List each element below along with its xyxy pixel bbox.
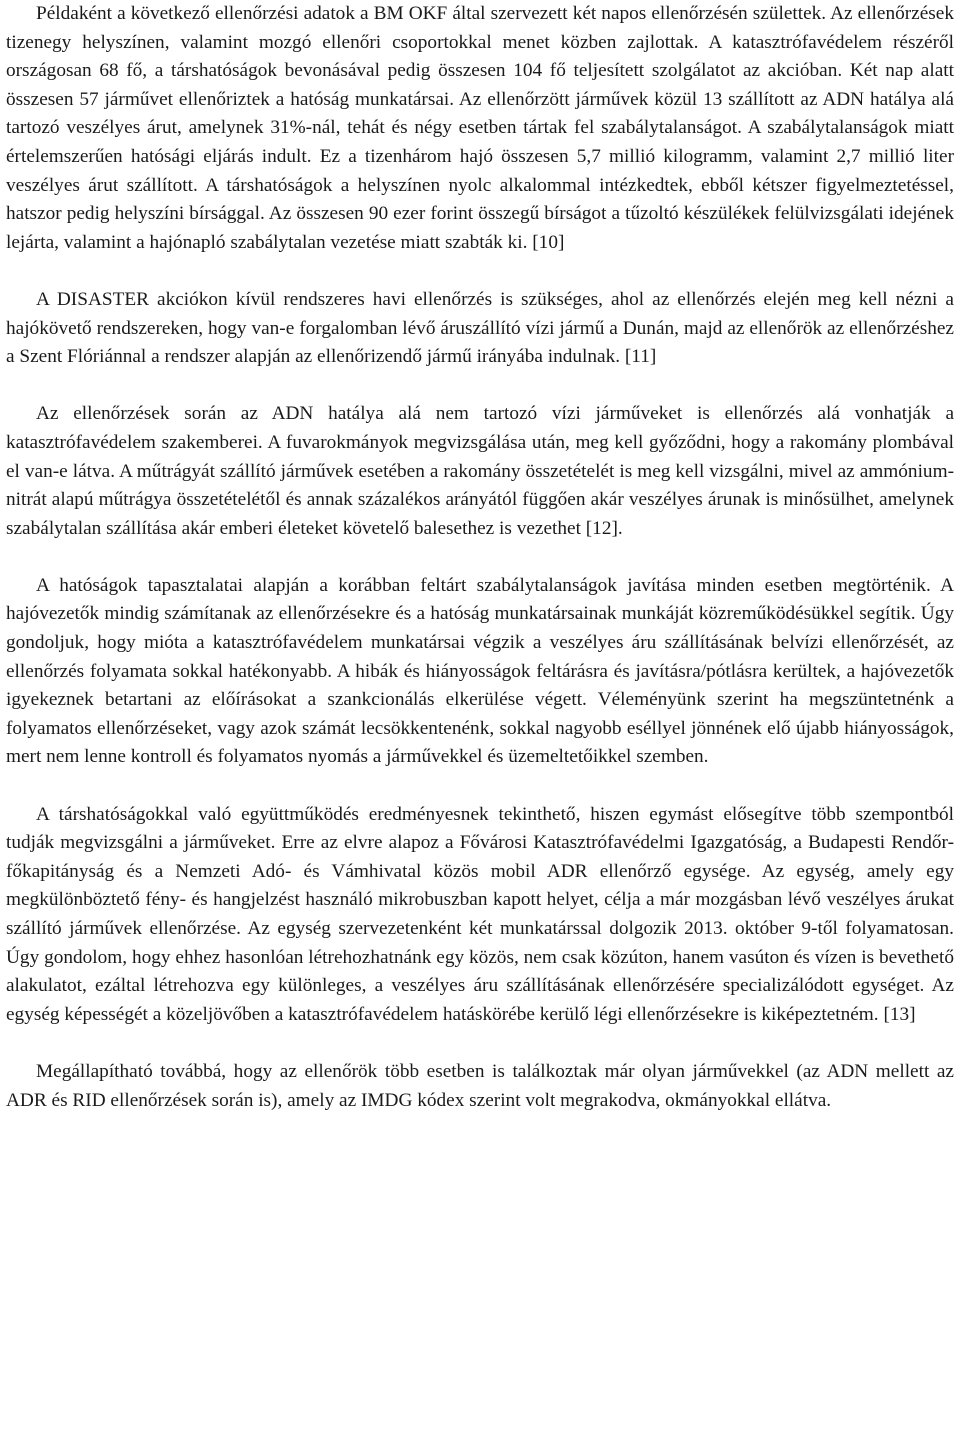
paragraph-authority-experience: A hatóságok tapasztalatai alapján a korábban feltárt szabálytalanságok javítása minden esetben megtörténik. A hajóvezetők mindig számítanak az ellenőrzésekre és a hatóság munkatársainak munkáját közreműködésükkel segítik. Úgy gondoljuk, hogy mióta a katasztrófavédelem munkatársai végzik a veszélyes áru szállításának belvízi ellenőrzését, az ellenőrzés folyamata sokkal hatékonyabb. A hibák és hiányosságok feltárásra és javításra/pótlásra kerültek, a hajóvezetők igyekeznek betartani az előírásokat a szankcionálás elkerülése végett. Véleményünk szerint ha megszüntetnénk a folyamatos ellenőrzéseket, vagy azok számát lecsökkentenénk, sokkal nagyobb eséllyel jönnének elő újabb hiányosságok, mert nem lenne kontroll és folyamatos nyomás a járművekkel és üzemeltetőikkel szemben.: [6, 574, 954, 768]
paragraph-non-adn-vessels: Az ellenőrzések során az ADN hatálya alá nem tartozó vízi járműveket is ellenőrzés alá vonhatják a katasztrófavédelem szakemberei. A fuvarokmányok megvizsgálása után, meg kell győződni, hogy a rakomány plombával el van-e látva. A műtrágyát szállító járművek esetében a rakomány összetételét is meg kell vizsgálni, mivel az ammónium-nitrát alapú műtrágya összetételétől és annak százalékos arányától függően akár veszélyes árunak is minősülhet, amelynek szabálytalan szállítása akár emberi életeket követelő balesethez is vezethet [12].: [6, 403, 954, 539]
document-page: [6, 0, 954, 1115]
paragraph-monthly-inspection: A DISASTER akciókon kívül rendszeres havi ellenőrzés is szükséges, ahol az ellenőrzés elején meg kell nézni a hajókövető rendszereken, hogy van-e forgalomban lévő áruszállító vízi jármű a Dunán, majd az ellenőrök az ellenőrzéshez a Szent Flóriánnal a rendszer alapján az ellenőrizendő jármű irányába indulnak. [11]: [6, 288, 954, 368]
paragraph-adn-inspection-results: Példaként a következő ellenőrzési adatok a BM OKF által szervezett két napos ellenőrzésén születtek. Az ellenőrzések tizenegy helyszínen, valamint mozgó ellenőri csoportokkal menet közben zajlottak. A katasztrófavédelem részéről országosan 68 fő, a társhatóságok bevonásával pedig összesen 104 fő teljesített szolgálatot az akcióban. Két nap alatt összesen 57 járművet ellenőriztek a hatóság munkatársai. Az ellenőrzött járművek közül 13 szállított az ADN hatálya alá tartozó veszélyes árut, amelynek 31%-nál, tehát és négy esetben tártak fel szabálytalanságot. A szabálytalanságok miatt értelemszerűen hatósági eljárás indult. Ez a tizenhárom hajó összesen 5,7 millió kilogramm, valamint 2,7 millió liter veszélyes árut szállított. A társhatóságok a helyszínen nyolc alkalommal intézkedtek, ebből kétszer figyelmeztetéssel, hatszor pedig helyszíni bírsággal. Az összesen 90 ezer forint összegű bírságot a tűzoltó készülékek felülvizsgálati idejének lejárta, valamint a hajónapló szabálytalan vezetése miatt szabták ki. [10]: [6, 3, 954, 253]
paragraph-cooperation: A társhatóságokkal való együttműködés eredményesnek tekinthető, hiszen egymást elősegítve több szempontból tudják megvizsgálni a járműveket. Erre az elvre alapoz a Fővárosi Katasztrófavédelmi Igazgatóság, a Budapesti Rendőr-főkapitányság és a Nemzeti Adó- és Vámhivatal közös mobil ADR ellenőrző egysége. Az egység, amely egy megkülönböztető fény- és hangjelzést használó mikrobuszban kapott helyet, célja a már mozgásban lévő veszélyes árukat szállító járművek ellenőrzése. Az egység szervezetenként két munkatárssal dolgozik 2013. október 9-től folyamatosan. Úgy gondolom, hogy ehhez hasonlóan létrehozhatnánk egy közös, nem csak közúton, hanem vasúton és vízen is bevethető alakulatot, ezáltal létrehozva egy különleges, a veszélyes áru szállításának ellenőrzésére specializálódott egységet. Az egység képességét a közeljövőben a katasztrófavédelem hatáskörébe kerülő légi ellenőrzésekre is kiképeztetném. [13]: [6, 803, 954, 1025]
paragraph-imdg-observation: Megállapítható továbbá, hogy az ellenőrök több esetben is találkoztak már olyan járművekkel (az ADN mellett az ADR és RID ellenőrzések során is), amely az IMDG kódex szerint volt megrakodva, okmányokkal ellátva.: [6, 1060, 954, 1111]
